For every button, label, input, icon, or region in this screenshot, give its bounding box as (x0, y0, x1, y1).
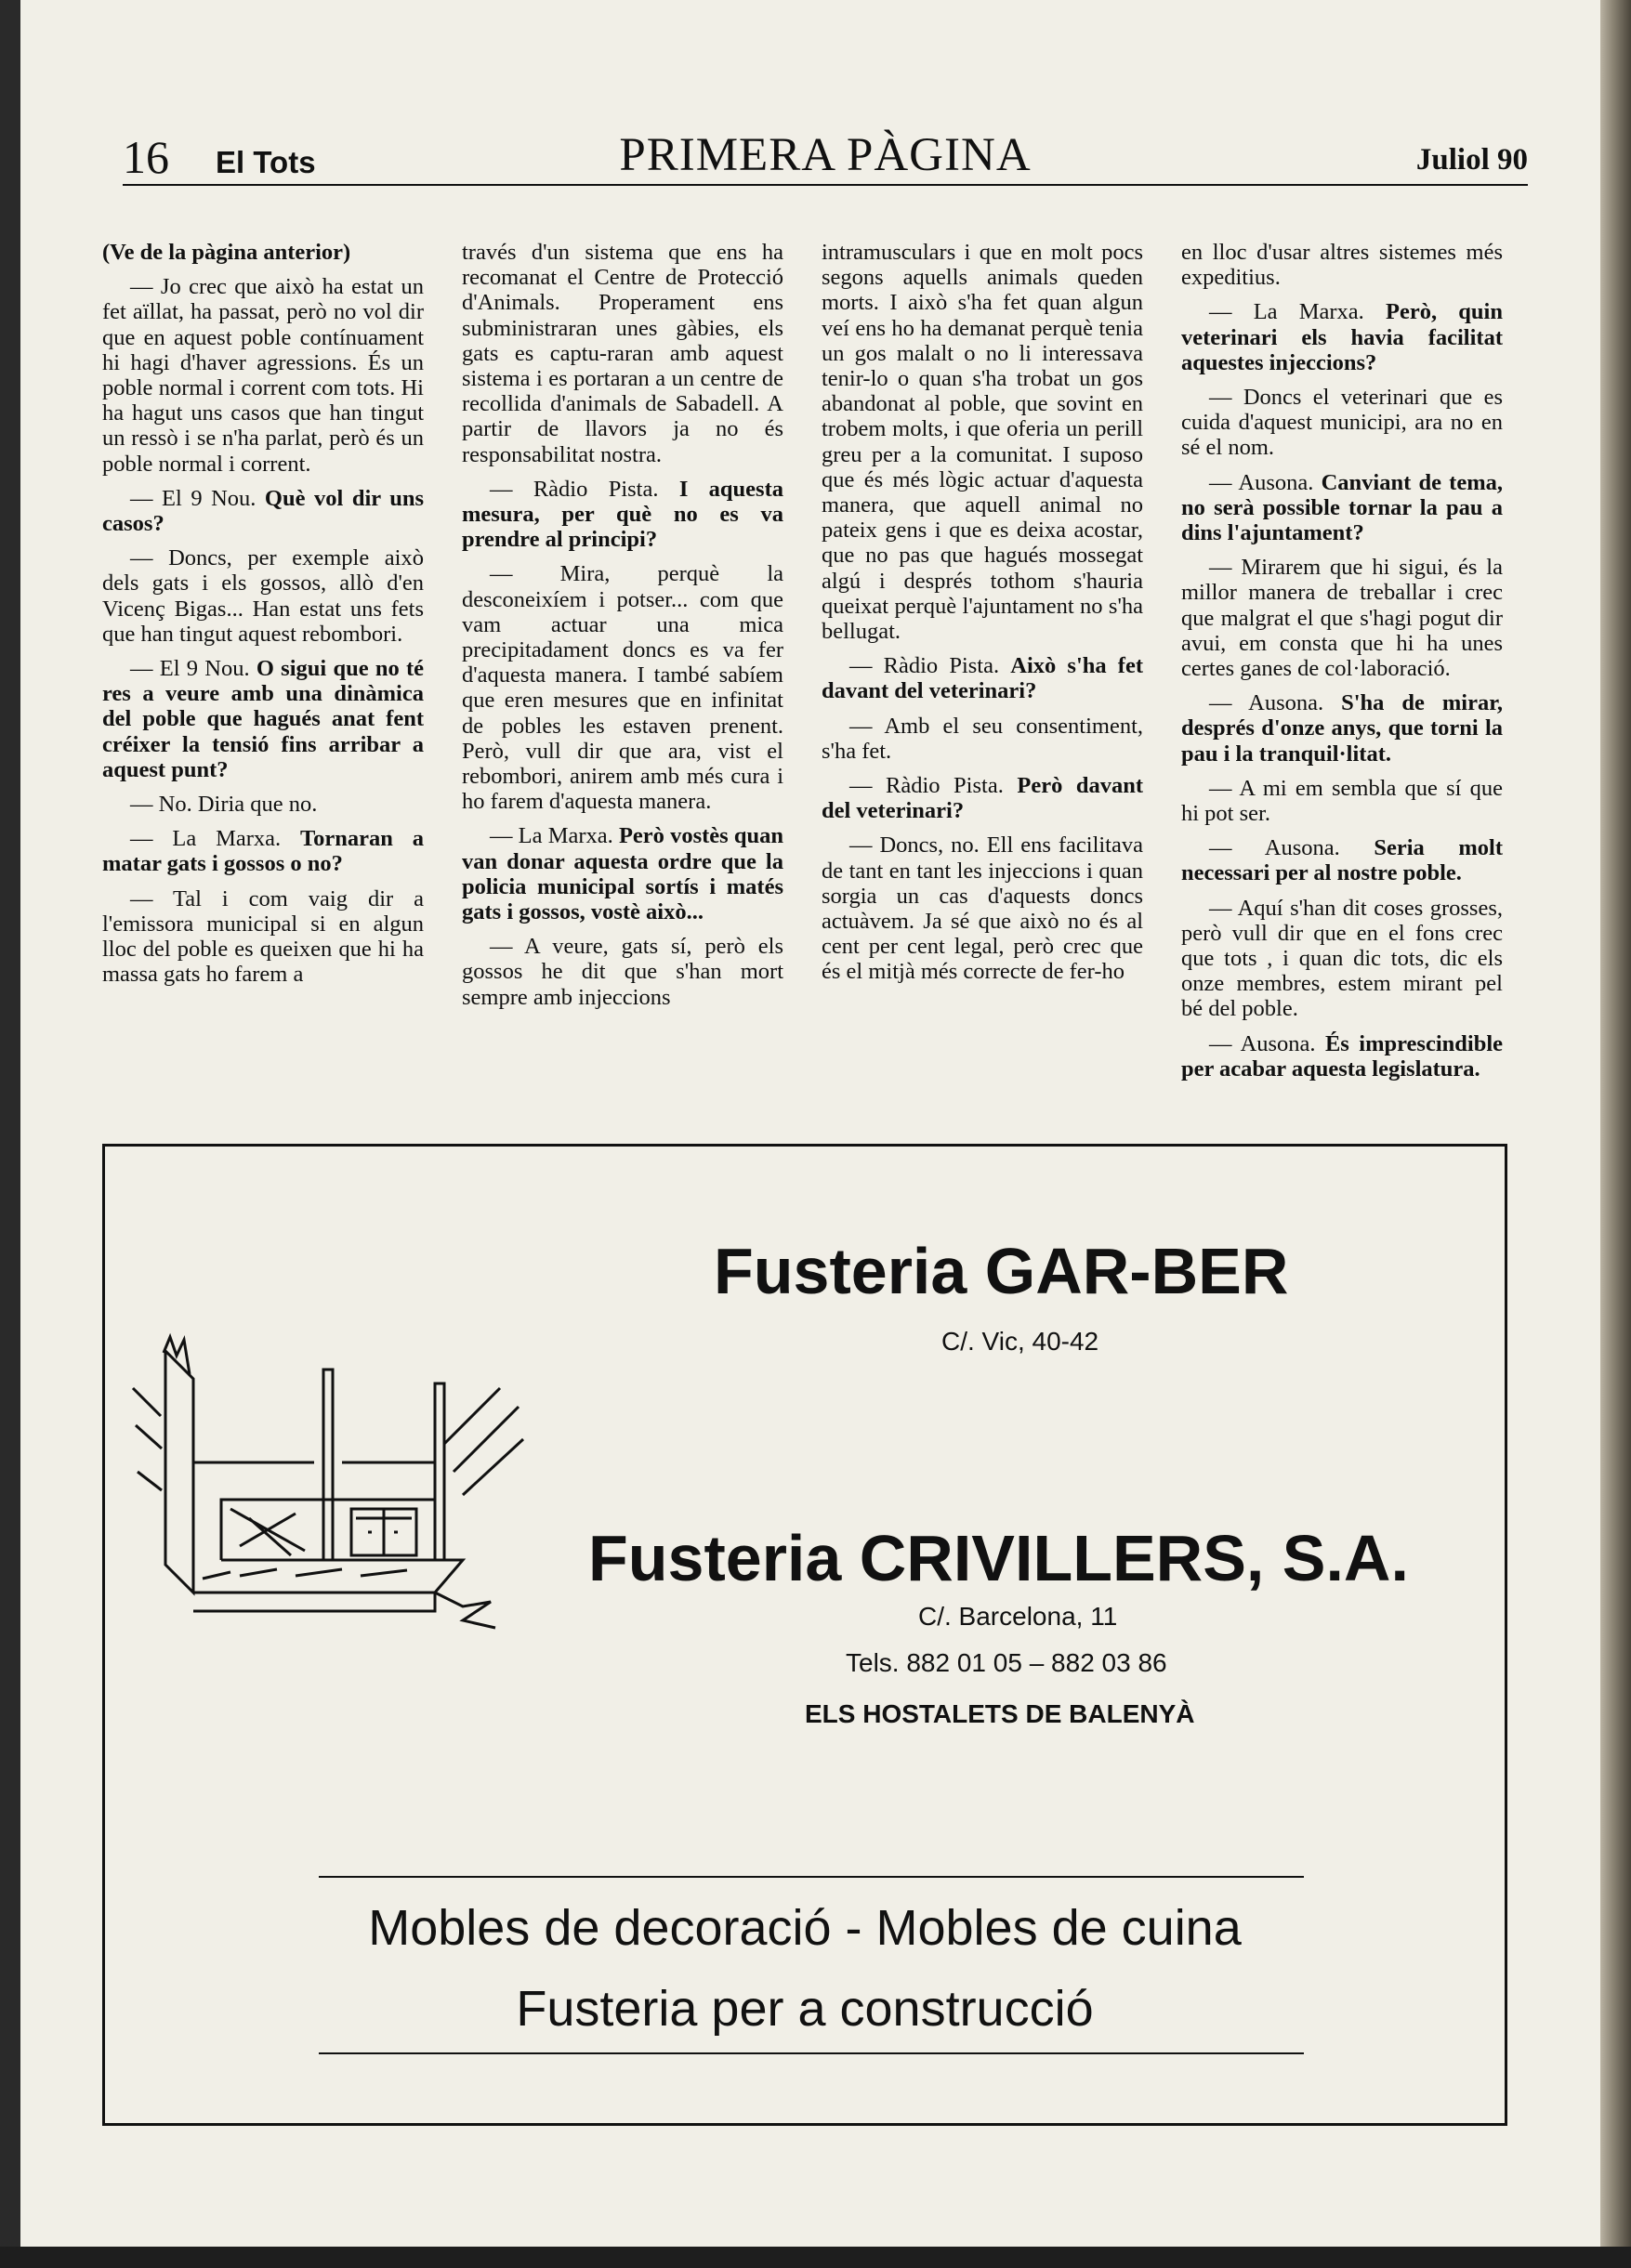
ad-divider-top (319, 1876, 1304, 1878)
article-paragraph: — Tal i com vaig dir a l'emissora municipal si en algun lloc del poble es queixen que hi ha massa gats ho farem a (102, 885, 424, 988)
section-title: PRIMERA PÀGINA (619, 129, 1032, 181)
continued-note: (Ve de la pàgina anterior) (102, 240, 351, 265)
article-paragraph (822, 773, 1143, 823)
interview-question: I aquesta mesura, per què no es va prendre al principi? (462, 476, 784, 553)
article-paragraph (102, 240, 424, 265)
article-paragraph (1181, 1031, 1503, 1082)
article-paragraph (822, 653, 1143, 703)
article-column-3 (822, 240, 1143, 994)
interviewer-name: — Ausona. (1209, 1030, 1325, 1056)
article-paragraph (1181, 299, 1503, 375)
page-header (123, 125, 1528, 186)
article-paragraph (102, 486, 424, 536)
interviewer-name: — La Marxa. (1209, 299, 1387, 325)
article-paragraph: — Doncs, per exemple això dels gats i els gossos, allò d'en Vicenç Bigas... Han estat uns fets que han tingut aquest rebombori. (102, 545, 424, 647)
carpentry-illustration-icon (128, 1332, 556, 1630)
article-paragraph: — A veure, gats sí, però els gossos he dit que s'han mort sempre amb injeccions (462, 934, 783, 1010)
advertisement (102, 1144, 1507, 2126)
article-column-4 (1181, 240, 1503, 1091)
article-paragraph: — Amb el seu consentiment, s'ha fet. (822, 713, 1143, 764)
article-paragraph: — Doncs el veterinari que es cuida d'aquest municipi, ara no en sé el nom. (1181, 385, 1503, 461)
scan-border (0, 2247, 1631, 2268)
ad-slogan-construction: Fusteria per a construcció (516, 1981, 1094, 2037)
interview-question: Però, quin veterinari els havia facilitat aquestes injeccions? (1181, 299, 1503, 375)
interviewer-name: — Ausona. (1209, 690, 1342, 716)
article-paragraph: — Doncs, no. Ell ens facilitava de tant en tant les injeccions i quan sorgia un cas d'aquests doncs actuàvem. Ja sé que això no és al cent per cent legal, però crec que és el mitjà més correcte de fer-ho (822, 832, 1143, 985)
ad-address-crivillers: C/. Barcelona, 11 (918, 1602, 1118, 1631)
interviewer-name: — El 9 Nou. (130, 656, 256, 682)
article-paragraph: — No. Diria que no. (130, 792, 318, 818)
interview-question: És imprescindible per acabar aquesta legislatura. (1181, 1030, 1503, 1082)
ad-divider-bottom (319, 2052, 1304, 2054)
interviewer-name: — Ràdio Pista. (490, 476, 679, 502)
article-paragraph: — Mirarem que hi sigui, és la millor manera de treballar i crec que malgrat el que s'hagi pogut dir avui, em consta que hi ha unes certes ganes de col·laboració. (1181, 555, 1503, 682)
article-paragraph (462, 823, 783, 924)
interview-question: Seria molt necessari per al nostre poble. (1181, 835, 1504, 886)
article-paragraph: — Aquí s'han dit coses grosses, però vull dir que en el fons crec que tots , i quan dic tots, dic els onze membres, estem mirant pel bé del poble. (1181, 895, 1503, 1022)
ad-company-gar-ber: Fusteria GAR-BER (714, 1235, 1289, 1307)
page-edge (1600, 0, 1631, 2268)
interviewer-name: — Ausona. (1209, 835, 1375, 861)
article-paragraph (462, 477, 783, 553)
ad-company-crivillers: Fusteria CRIVILLERS, S.A. (588, 1522, 1409, 1594)
interviewer-name: — La Marxa. (490, 823, 619, 849)
interview-question: Canviant de tema, no serà possible tornar la pau a dins l'ajuntament? (1181, 469, 1504, 546)
interview-question: Tornaran a matar gats i gossos o no? (102, 826, 424, 877)
interview-question: Què vol dir uns casos? (102, 485, 424, 537)
interview-question: Però davant del veterinari? (822, 773, 1144, 824)
interview-question: O sigui que no té res a veure amb una dinàmica del poble que hagués anat fent créixer la tensió fins arribar a aquest punt? (102, 656, 424, 782)
article-column-2 (462, 240, 783, 1019)
issue-date: Juliol 90 (1415, 143, 1528, 177)
article-paragraph (102, 826, 424, 876)
article-paragraph: través d'un sistema que ens ha recomanat el Centre de Protecció d'Animals. Properament ens subministraran unes gàbies, els gats es captu-raran amb aquest sistema i es portaran a un centre de recollida d'animals de Sabadell. A partir de llavors ja no és responsabilitat nostra. (462, 240, 783, 467)
article-column-1 (102, 240, 424, 996)
article-paragraph (1181, 690, 1503, 767)
interviewer-name: — El 9 Nou. (130, 485, 265, 511)
article-paragraph (1181, 470, 1503, 546)
article-paragraph (1181, 835, 1503, 885)
article-paragraph: intramusculars i que en molt pocs segons aquells animals queden morts. I això s'ha fet quan algun veí ens ho ha demanat perquè tenia un gos malalt o no li interessava tenir-lo o quan s'ha trobat un gos abandonat al poble, que sovint en trobem molts, i que oferia un perill greu per a la comunitat. I suposo que és més lògic actuar d'aquesta manera, que aquell animal no pateix gens i que es deixa acostar, que no pas que hagués mossegat algú i després tothom s'hauria queixat perquè l'ajuntament no s'ha bellugat. (822, 240, 1143, 645)
article-paragraph (102, 656, 424, 782)
interviewer-name: — Ausona. (1209, 469, 1322, 495)
magazine-name: El Tots (216, 145, 316, 179)
page-number: 16 (123, 131, 169, 183)
article-paragraph: — Jo crec que això ha estat un fet aïllat, ha passat, però no vol dir que en aquest poble contínuament hi hagi d'haver agressions. És un poble normal i corrent com tots. Hi ha hagut uns casos que han tingut un ressò i se n'ha parlat, però és un poble normal i corrent. (102, 274, 424, 477)
article-paragraph: — Mira, perquè la desconeixíem i potser... com que vam actuar una mica precipitadament doncs es va fer d'aquesta manera. I també sabíem que eren mesures que en infinitat de pobles les estaven prenent. Però, vull dir que ara, vist el rebombori, anirem amb més cura i ho farem d'aquesta manera. (462, 561, 783, 815)
interview-question: Això s'ha fet davant del veterinari? (822, 653, 1143, 704)
ad-town: ELS HOSTALETS DE BALENYÀ (805, 1699, 1195, 1728)
article-paragraph: — A mi em sembla que sí que hi pot ser. (1181, 775, 1503, 827)
article-paragraph: en lloc d'usar altres sistemes més expeditius. (1181, 240, 1503, 291)
interview-question: Però vostès quan van donar aquesta ordre que la policia municipal sortís i matés gats i gossos, vostè això... (462, 823, 783, 925)
ad-phones: Tels. 882 01 05 – 882 03 86 (846, 1648, 1167, 1677)
ad-slogan-furniture: Mobles de decoració - Mobles de cuina (368, 1900, 1242, 1956)
interviewer-name: — Ràdio Pista. (849, 653, 1011, 679)
interviewer-name: — La Marxa. (130, 826, 301, 852)
interview-question: S'ha de mirar, després d'onze anys, que torni la pau i la tranquil·litat. (1181, 690, 1503, 767)
ad-address-gar-ber: C/. Vic, 40-42 (941, 1327, 1099, 1356)
interviewer-name: — Ràdio Pista. (849, 773, 1018, 799)
